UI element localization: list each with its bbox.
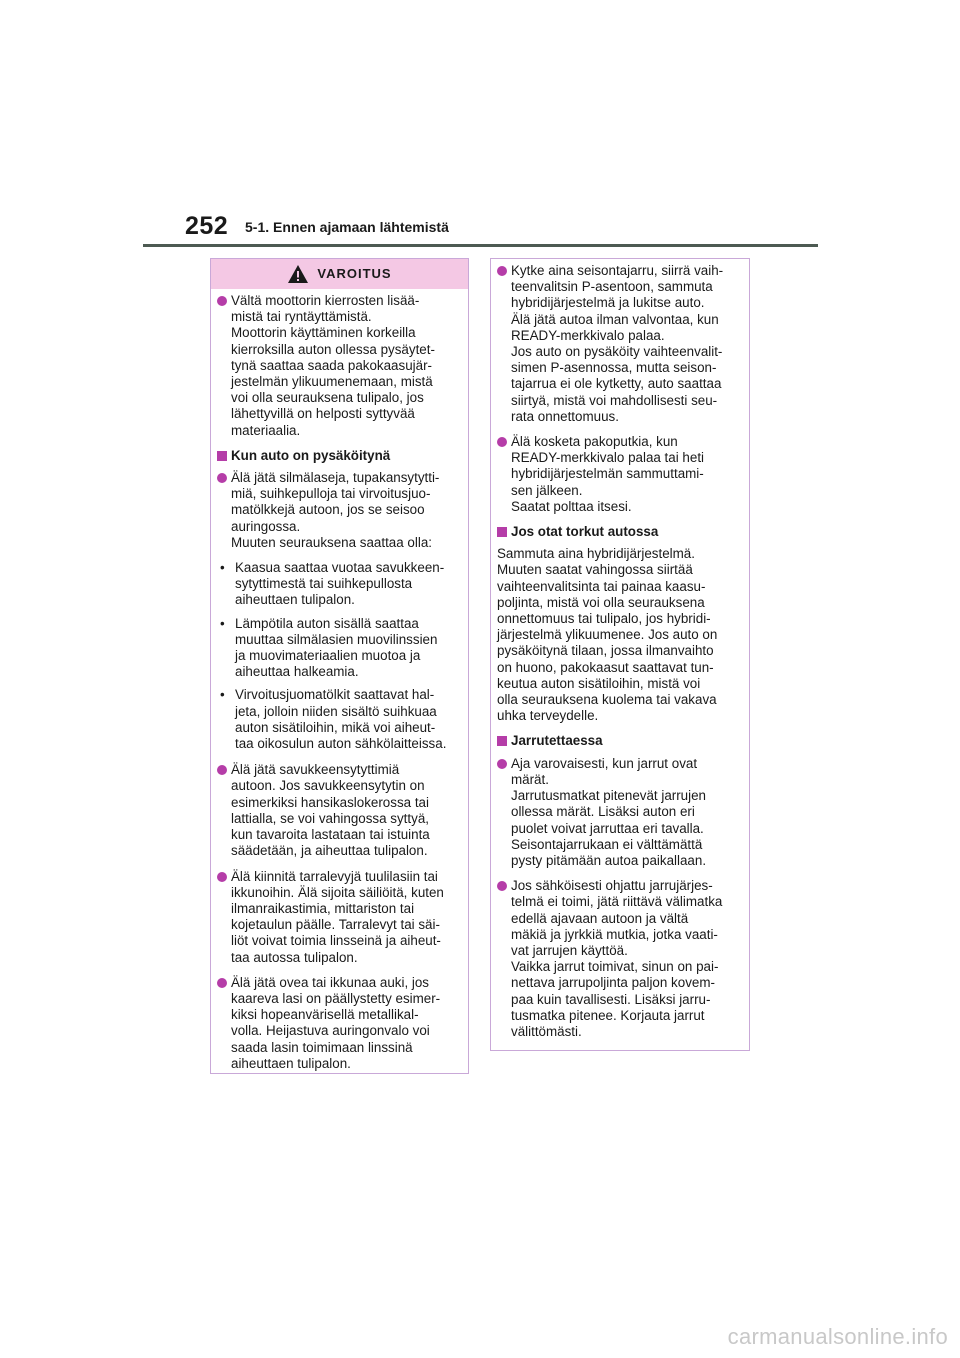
sub-item-text: Lämpötila auton sisällä saattaa muuttaa silmälasien muovilinssien ja muovimateriaalien muotoa ja aiheuttaa halkeamia. — [235, 615, 438, 680]
warning-box-left — [210, 258, 469, 1074]
warning-item — [217, 470, 462, 551]
bullet-dot-icon — [497, 266, 507, 276]
watermark: carmanualsonline.info — [727, 1324, 948, 1349]
warning-item — [217, 762, 462, 859]
warning-item-text: Kytke aina seisontajarru, siirrä vaih- teenvalitsin P-asentoon, sammuta hybridijärjestelmä ja lukitse auto. Älä jätä autoa ilman valvontaa, kun READY-merkkivalo palaa. Jos auto on pysäköity vaihteenvalit- simen P-asennossa, mutta seison- tajarrua ei ole kytketty, auto saattaa siirtyä, mistä voi mahdollisesti seu- rata onnettomuus. — [511, 263, 724, 424]
warning-item-text: Aja varovaisesti, kun jarrut ovat märät. Jarrutusmatkat pitenevät jarrujen ollessa märät. Lisäksi auton eri puolet voivat jarruttaa eri tavalla. Seisontajarrukaan ei välttämättä pysty pitämään autoa paikallaan. — [511, 755, 707, 868]
header-rule — [143, 244, 818, 247]
warning-item — [497, 434, 743, 515]
sub-bullet-icon: • — [220, 560, 225, 576]
subsection-heading-text: Jarrutettaessa — [511, 733, 603, 749]
warning-label: VAROITUS — [317, 265, 392, 281]
warning-item — [217, 869, 462, 966]
warning-item-text: Jos sähköisesti ohjattu jarrujärjes- telmä ei toimi, jätä riittävä välimatka edellä ajavaan autoon ja vältä mäkiä ja jyrkkiä mutkia, jotka vaati- vat jarrujen käyttöä. Vaikka jarrut toimivat, sinun on pai- nettava jarrupoljinta paljon kovem- paa kuin tavallisesti. Lisäksi jarru- tusmatka pitenee. Korjauta jarrut välittömästi. — [511, 878, 723, 1039]
bullet-dot-icon — [497, 437, 507, 447]
square-bullet-icon — [497, 527, 507, 537]
subsection-heading — [497, 524, 743, 540]
warning-item — [497, 756, 743, 869]
warning-item-text: Vältä moottorin kierrosten lisää- mistä tai ryntäyttämistä. Moottorin käyttäminen korkeilla kierroksilla auton ollessa pysäytet- tynä saattaa saada pakokaasujär- jestelmän ylikuumenemaan, mistä voi olla seurauksena tulipalo, jos lähettyvillä on helposti syttyvää materiaalia. — [231, 293, 435, 438]
sub-bullet-icon: • — [220, 687, 225, 703]
bullet-dot-icon — [217, 978, 227, 988]
subsection-heading-text: Jos otat torkut autossa — [511, 524, 659, 540]
warning-header — [211, 259, 468, 289]
warning-item-text: Älä jätä ovea tai ikkunaa auki, jos kaareva lasi on päällystetty esimer- kiksi hopeanvärisellä metallikal- volla. Heijastuva auringonvalo voi saada lasin toimimaan linssinä aiheuttaen tulipalon. — [231, 974, 441, 1071]
sub-bullet-icon: • — [220, 615, 225, 631]
warning-box-right — [490, 258, 750, 1051]
warning-item — [497, 263, 743, 425]
subsection-heading-text: Kun auto on pysäköitynä — [231, 447, 391, 463]
subsection-heading — [497, 733, 743, 749]
sub-item-text: Virvoitusjuomatölkit saattavat hal- jeta, jolloin niiden sisältö suihkuaa auton sisätiloihin, mikä voi aiheut- taa oikosulun auton sähkölaitteissa. — [235, 687, 447, 752]
warning-item — [217, 293, 462, 439]
warning-item — [497, 878, 743, 1040]
bullet-dot-icon — [217, 296, 227, 306]
bullet-dot-icon — [217, 473, 227, 483]
square-bullet-icon — [497, 736, 507, 746]
sub-item — [217, 687, 462, 752]
sub-item-text: Kaasua saattaa vuotaa savukkeen- sytyttimestä tai suihkepullosta aiheuttaen tulipalon. — [235, 560, 445, 608]
warning-item — [217, 975, 462, 1072]
subsection-heading — [217, 448, 462, 464]
bullet-dot-icon — [217, 872, 227, 882]
sub-item — [217, 616, 462, 681]
warning-item-text: Älä jätä silmälaseja, tupakansytytti- miä, suihkepulloja tai virvoitusjuo- matölkkejä autoon, jos se seisoo auringossa. Muuten seurauksena saattaa olla: — [231, 470, 440, 550]
warning-item-text: Älä jätä savukkeensytyttimiä autoon. Jos savukkeensytytin on esimerkiksi hansikaslokerossa tai lattialla, se voi vahingossa syttyä, kun tavaroita lastataan tai istuinta säädetään, ja aiheuttaa tulipalon. — [231, 762, 430, 859]
bullet-dot-icon — [497, 759, 507, 769]
warning-triangle-icon — [287, 264, 309, 284]
page-number: 252 — [185, 212, 229, 240]
square-bullet-icon — [217, 451, 227, 461]
section-title: 5-1. Ennen ajamaan lähtemistä — [245, 219, 449, 235]
bullet-dot-icon — [497, 881, 507, 891]
warning-item-text: Älä kosketa pakoputkia, kun READY-merkkivalo palaa tai heti hybridijärjestelmän sammuttami- sen jälkeen. Saatat polttaa itsesi. — [511, 434, 705, 514]
sub-item — [217, 560, 462, 609]
warning-item-text: Älä kiinnitä tarralevyjä tuulilasiin tai ikkunoihin. Älä sijoita säiliöitä, kuten ilmanraikastimia, mittariston tai kojetaulun päälle. Tarralevyt tai säi- liöt voivat toimia linsseinä ja aiheut- taa autossa tulipalon. — [231, 868, 444, 965]
paragraph: Sammuta aina hybridijärjestelmä. Muuten saatat vahingossa siirtää vaihteenvalitsinta tai painaa kaasu- poljinta, mistä voi olla seurauksena onnettomuus tai tulipalo, jos hybridi- järjestelmä ylikuumenee. Jos auto on pysäköitynä tilaan, jossa ilmanvaihto on huono, pakokaasut saattavat tun- keutua auton sisätiloihin, mistä voi olla seurauksena kuolema tai vakava uhka terveydelle. — [497, 546, 718, 724]
bullet-dot-icon — [217, 765, 227, 775]
